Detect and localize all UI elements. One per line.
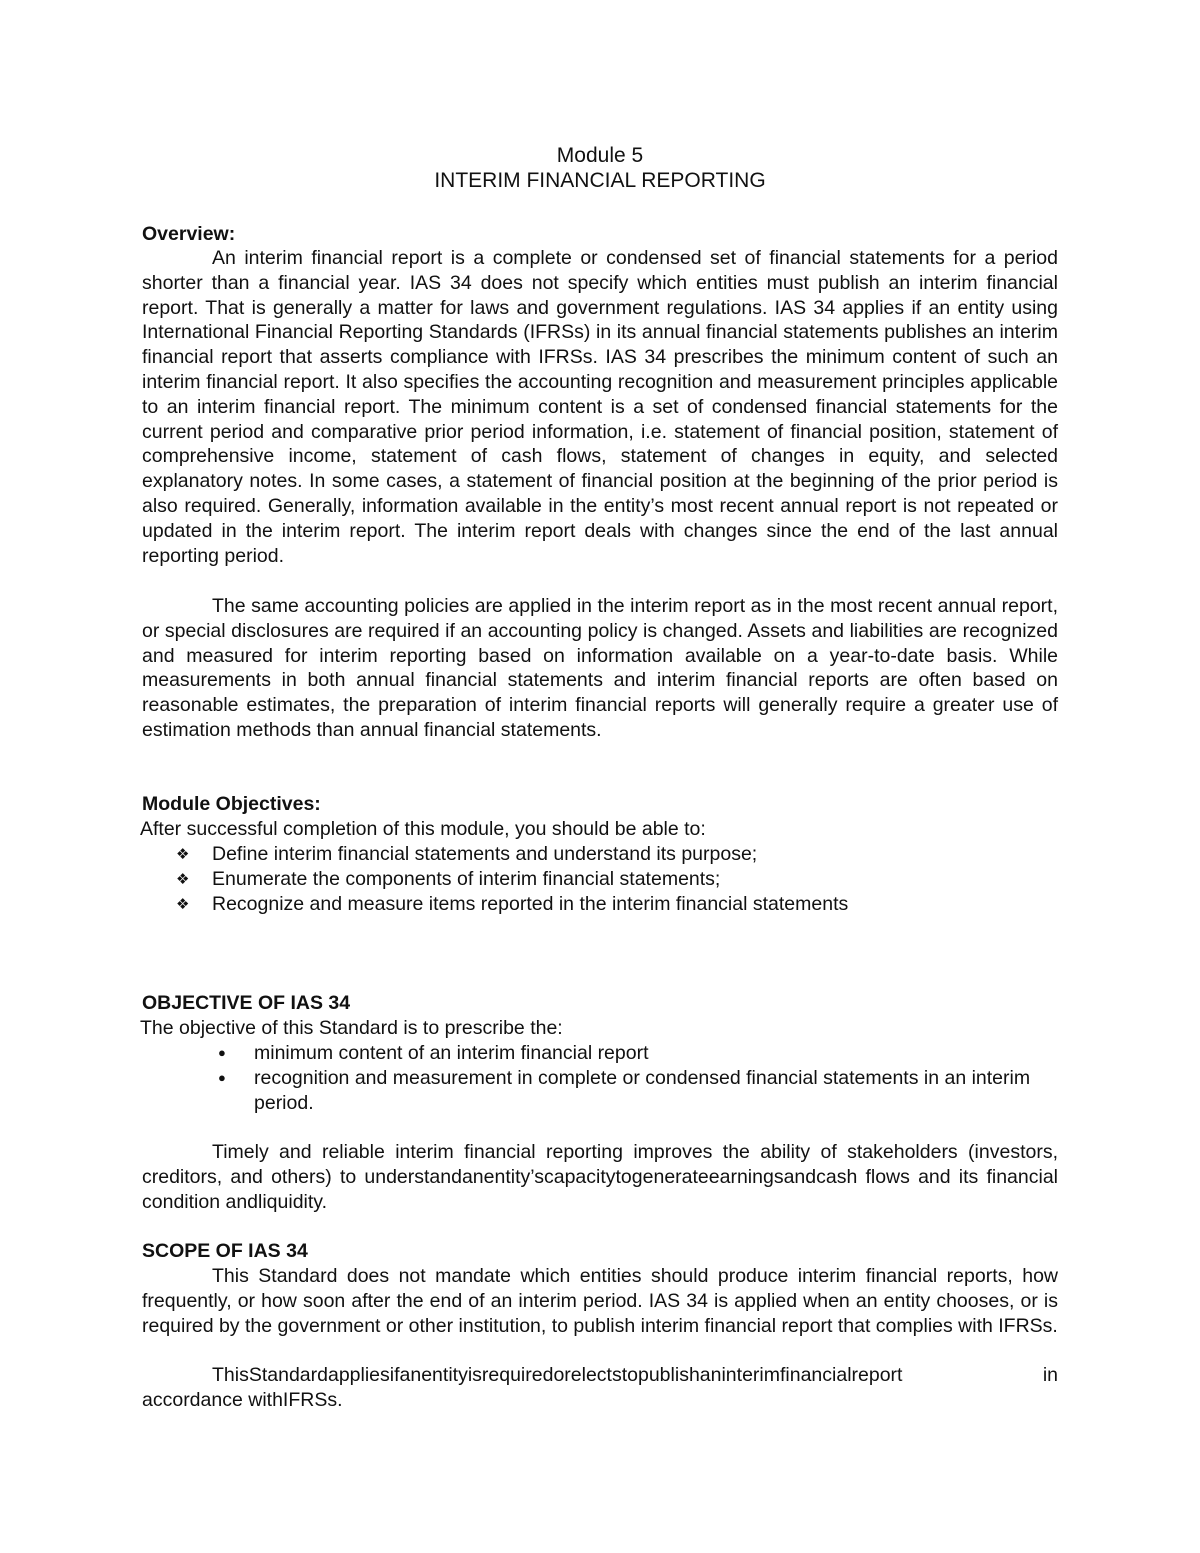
objectives-heading: Module Objectives: <box>142 793 321 815</box>
list-item: ❖ Define interim financial statements and understand its purpose; <box>176 843 758 865</box>
bullet-icon: ● <box>218 1045 226 1060</box>
overview-paragraph-2: The same accounting policies are applied in the interim report as in the most recent annual report, or special disclosures are required if an accounting policy is changed. Assets and liabilities are recognized and measured for interim reporting based on information available on a year-to-date basis. While measurements in both annual financial statements and interim financial reports are often based on reasonable estimates, the preparation of interim financial reports will generally require a greater use of estimation methods than annual financial statements. <box>142 595 1058 741</box>
objectives-intro: After successful completion of this module, you should be able to: <box>140 818 706 840</box>
scope-heading: SCOPE OF IAS 34 <box>142 1240 308 1262</box>
diamond-bullet-icon: ❖ <box>176 869 190 888</box>
diamond-bullet-icon: ❖ <box>176 894 190 913</box>
overview-heading: Overview: <box>142 223 236 245</box>
module-title: INTERIM FINANCIAL REPORTING <box>434 169 766 192</box>
objective-ias-heading: OBJECTIVE OF IAS 34 <box>142 992 351 1014</box>
overview-paragraph-1: An interim financial report is a complete or condensed set of financial statements for a period shorter than a financial year. IAS 34 does not specify which entities must publish an interim financial report. That is generally a matter for laws and government regulations. IAS 34 applies if an entity using International Financial Reporting Standards (IFRSs) in its annual financial statements publishes an interim financial report that asserts compliance with IFRSs. IAS 34 prescribes the minimum content of such an interim financial report. It also specifies the accounting recognition and measurement principles applicable to an interim financial report. The minimum content is a set of condensed financial statements for the current period and comparative prior period information, i.e. statement of financial position, statement of comprehensive income, statement of cash flows, statement of changes in equity, and selected explanatory notes. In some cases, a statement of financial position at the beginning of the prior period is also required. Generally, information available in the entity’s most recent annual report is not repeated or updated in the interim report. The interim report deals with changes since the end of the last annual reporting period. <box>142 247 1058 567</box>
list-item: ❖ Enumerate the components of interim financial statements; <box>176 867 721 890</box>
list-item: ● minimum content of an interim financial report <box>218 1042 649 1064</box>
module-number: Module 5 <box>556 144 644 167</box>
bullet-icon: ● <box>218 1069 226 1085</box>
scope-paragraph-2: ThisStandardappliesifanentityisrequiredorelectstopublishaninterimfinancialreport in <box>212 1364 1058 1386</box>
objectives-list <box>176 842 848 916</box>
scope-paragraph-2-end: accordance withIFRSs. <box>142 1389 343 1411</box>
list-item: ● recognition and measurement in complete or condensed financial statements in an interim period. <box>218 1066 1031 1114</box>
objective-ias-intro: The objective of this Standard is to prescribe the: <box>140 1017 563 1039</box>
objective-ias-paragraph: Timely and reliable interim financial reporting improves the ability of stakeholders (investors, creditors, and others) to understandanentity’scapacitytogenerateearningsandcash flows and its financial condition andliquidity. <box>142 1141 1058 1213</box>
diamond-bullet-icon: ❖ <box>176 845 190 863</box>
objective-ias-list <box>218 1041 1058 1115</box>
scope-paragraph-1: This Standard does not mandate which entities should produce interim financial reports, how frequently, or how soon after the end of an interim period. IAS 34 is applied when an entity chooses, or is required by the government or other institution, to publish interim financial report that complies with IFRSs. <box>142 1265 1058 1337</box>
list-item: ❖ Recognize and measure items reported in the interim financial statements <box>176 892 849 915</box>
